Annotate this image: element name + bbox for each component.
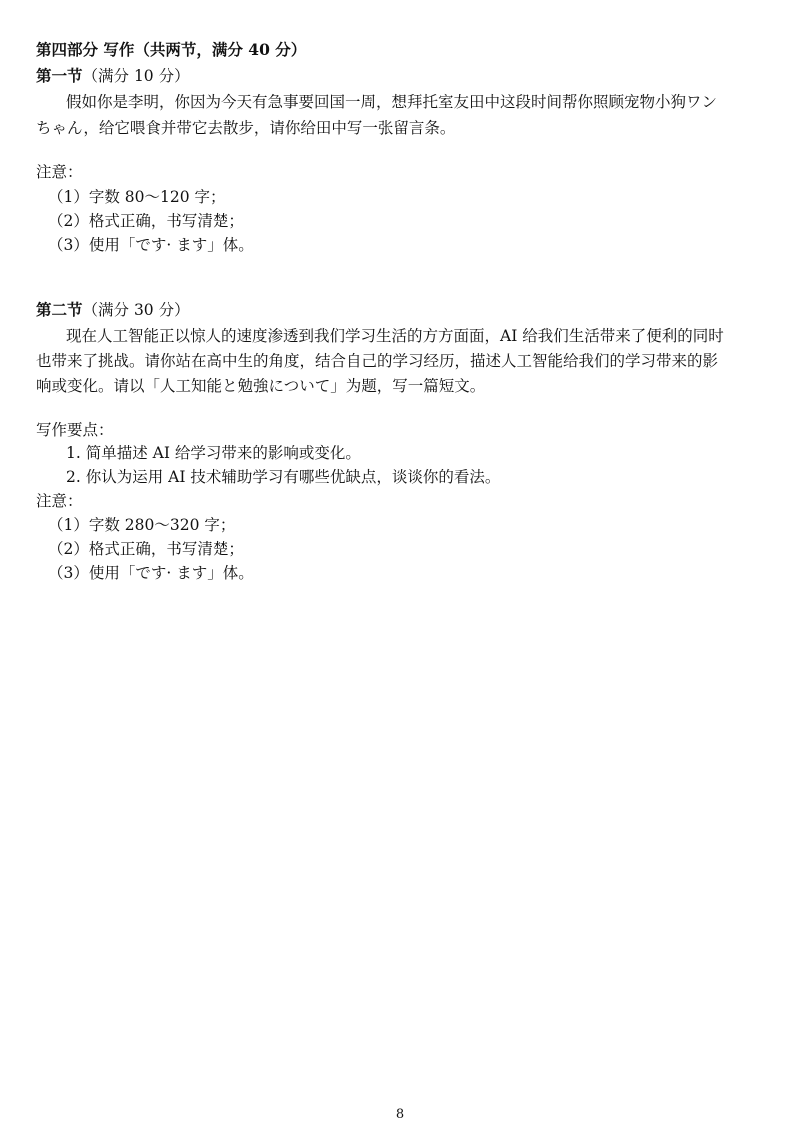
section2-points-label: 写作要点： [36,421,114,439]
section1-prompt-line-2: ちゃん，给它喂食并带它去散步，请你给田中写一张留言条。 [36,119,456,137]
section1-notes-label: 注意： [36,163,83,181]
section2-note-3: （3）使用「です· ます」体。 [48,564,254,582]
section1-prompt-line-1: 假如你是李明，你因为今天有急事要回国一周，想拜托室友田中这段时间帮你照顾宠物小狗ワン [66,93,718,111]
section1-heading: 第一节 [36,66,83,85]
section1-note-1: （1）字数 80～120 字； [48,188,226,206]
page-number: 8 [395,1107,405,1122]
section2-heading: 第二节 [36,300,83,319]
section2-prompt-line-1: 现在人工智能正以惊人的速度渗透到我们学习生活的方方面面，AI 给我们生活带来了便利的同时 [66,327,724,345]
section1-note-3: （3）使用「です· ます」体。 [48,236,254,254]
section1-score: （满分 10 分） [82,67,190,85]
section1-note-2: （2）格式正确，书写清楚； [48,212,244,230]
section2-point-1: 1. 简单描述 AI 给学习带来的影响或变化。 [66,444,361,462]
section2-notes-label: 注意： [36,492,83,510]
section2-note-1: （1）字数 280～320 字； [48,516,236,534]
section2-heading-line [36,300,190,320]
section2-prompt-line-3: 响或变化。请以「人工知能と勉強について」为题，写一篇短文。 [36,377,486,395]
section2-point-2: 2. 你认为运用 AI 技术辅助学习有哪些优缺点，谈谈你的看法。 [66,468,501,486]
section2-note-2: （2）格式正确，书写清楚； [48,540,244,558]
section2-prompt-line-2: 也带来了挑战。请你站在高中生的角度，结合自己的学习经历，描述人工智能给我们的学习带来的影 [36,352,719,370]
section1-heading-line [36,66,190,86]
part-title: 第四部分 写作（共两节，满分 40 分） [36,40,307,59]
section2-score: （满分 30 分） [82,301,190,319]
